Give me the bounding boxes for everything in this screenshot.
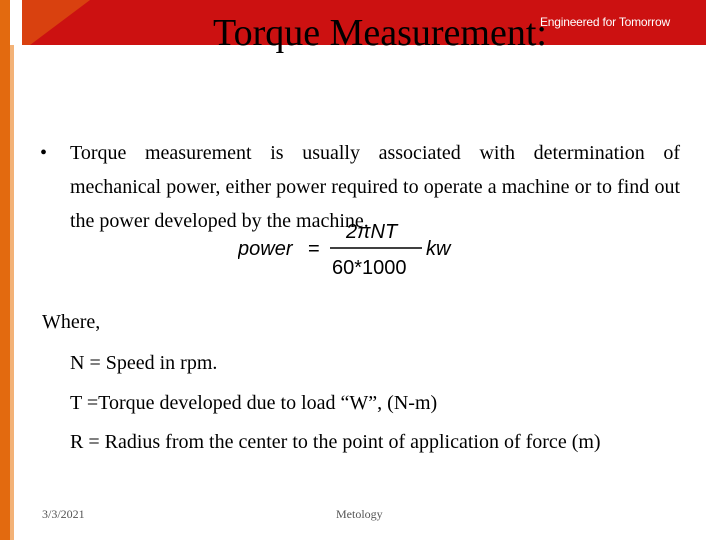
brand-tagline: Engineered for Tomorrow bbox=[540, 15, 670, 29]
bullet-dot: • bbox=[40, 142, 48, 164]
formula-unit: kw bbox=[426, 238, 451, 260]
formula-denominator: 60*1000 bbox=[332, 257, 407, 279]
formula-equals: = bbox=[308, 238, 320, 260]
power-formula bbox=[238, 218, 478, 282]
slide-title: Torque Measurement: bbox=[213, 12, 547, 54]
definition-r: R = Radius from the center to the point of application of force (m) bbox=[70, 431, 601, 453]
footer-subject: Metology bbox=[336, 507, 383, 521]
footer-date: 3/3/2021 bbox=[42, 507, 85, 521]
formula-lhs: power bbox=[238, 238, 293, 260]
definition-n: N = Speed in rpm. bbox=[70, 352, 218, 374]
where-label: Where, bbox=[42, 311, 101, 333]
left-accent-bar bbox=[0, 0, 22, 540]
formula-numerator: 2πNT bbox=[346, 221, 398, 243]
definition-t: T =Torque developed due to load “W”, (N-m) bbox=[70, 392, 438, 414]
bullet-text: Torque measurement is usually associated with determination of mechanical power, either power required to operate a machine or to find out the power developed by the machine. bbox=[70, 142, 680, 232]
